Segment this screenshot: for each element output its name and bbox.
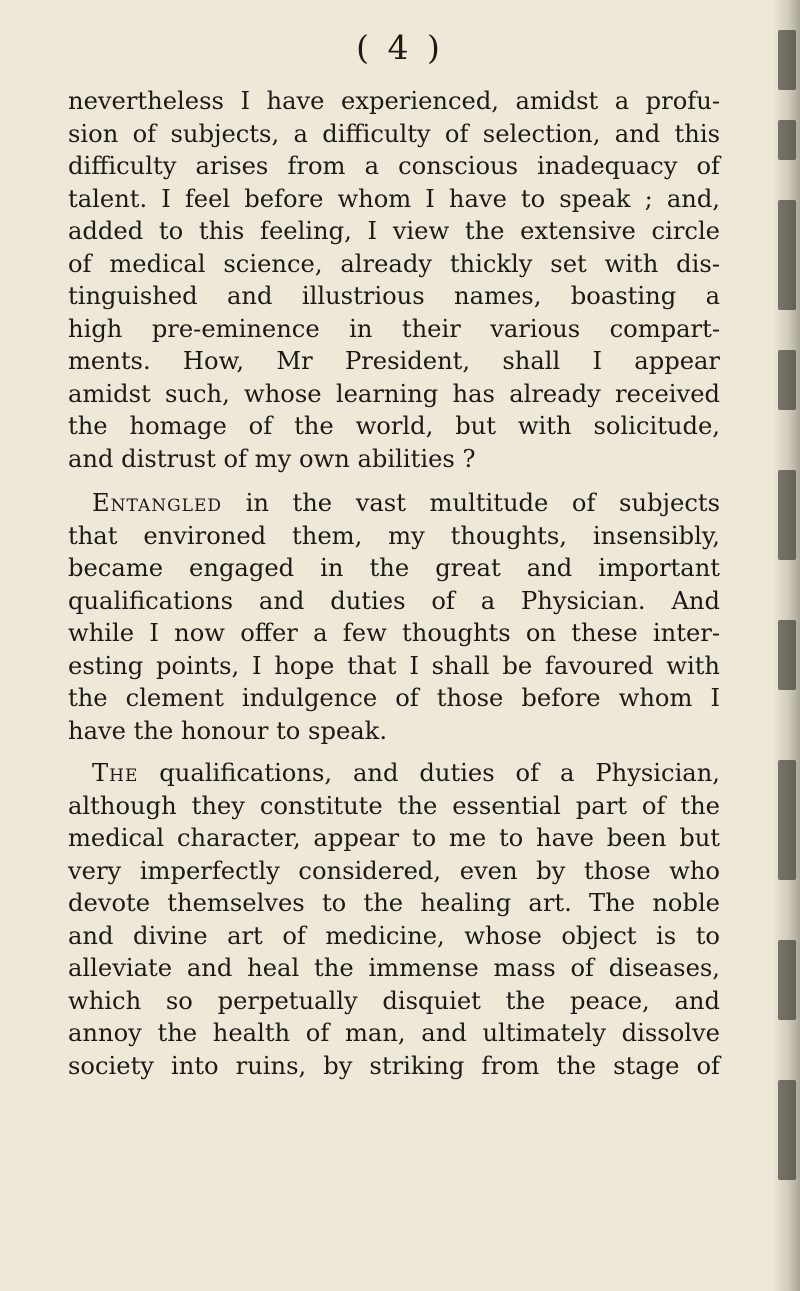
text-line: ments. How, Mr President, shall I appear	[68, 347, 720, 375]
text-line: talent. I feel before whom I have to speak ; and,	[68, 184, 720, 213]
text-line: and distrust of my own abilities ?	[68, 444, 476, 473]
edge-mark	[778, 200, 796, 310]
text-line: and divine art of medicine, whose object is to	[68, 921, 720, 950]
text-line: tinguished and illustrious names, boasting a	[68, 282, 720, 310]
text-line: devote themselves to the healing art. The noble	[68, 889, 720, 917]
text-line: high pre-eminence in their various compart-	[68, 314, 720, 343]
page-edge-shadow	[772, 0, 800, 1291]
page-number: ( 4 )	[356, 28, 444, 67]
text-line: society into ruins, by striking from the stage of	[68, 1051, 720, 1080]
text-line: the clement indulgence of those before whom I	[68, 684, 720, 712]
text-line: annoy the health of man, and ultimately dissolve	[68, 1019, 720, 1047]
first-line-rest: in the vast multitude of subjects	[222, 489, 720, 517]
text-line: the homage of the world, but with solicitude,	[68, 412, 720, 440]
lead-word: Entangled	[92, 489, 223, 517]
text-line: became engaged in the great and important	[68, 554, 720, 582]
text-line: nevertheless I have experienced, amidst a profu-	[68, 87, 720, 115]
lead-word: The	[92, 759, 139, 787]
edge-mark	[778, 620, 796, 690]
edge-mark	[778, 940, 796, 1020]
text-line: sion of subjects, a difficulty of selection, and this	[68, 119, 720, 148]
text-line: that environed them, my thoughts, insensibly,	[68, 521, 720, 550]
paragraph-3	[68, 757, 720, 1082]
text-line: very imperfectly considered, even by those who	[68, 856, 720, 885]
text-line: although they constitute the essential part of the	[68, 791, 720, 820]
text-line: have the honour to speak.	[68, 716, 388, 745]
text-line-first	[68, 487, 720, 520]
edge-mark	[778, 760, 796, 880]
text-line: while I now offer a few thoughts on these inter-	[68, 619, 720, 647]
text-line: difficulty arises from a conscious inadequacy of	[68, 152, 720, 180]
text-line: amidst such, whose learning has already received	[68, 379, 720, 408]
paragraph-2	[68, 487, 720, 747]
edge-mark	[778, 350, 796, 410]
edge-mark	[778, 1080, 796, 1180]
text-line: qualifications and duties of a Physician. And	[68, 586, 720, 615]
text-line: of medical science, already thickly set with dis-	[68, 249, 720, 278]
edge-mark	[778, 470, 796, 560]
paragraph-1	[68, 85, 720, 475]
edge-mark	[778, 120, 796, 160]
text-line: added to this feeling, I view the extensive circle	[68, 217, 720, 245]
text-line: esting points, I hope that I shall be favoured with	[68, 651, 720, 680]
text-line: alleviate and heal the immense mass of diseases,	[68, 954, 720, 982]
text-line: which so perpetually disquiet the peace, and	[68, 986, 720, 1015]
text-line-first	[68, 757, 720, 790]
text-line: medical character, appear to me to have been but	[68, 824, 720, 852]
first-line-rest: qualifications, and duties of a Physician,	[138, 759, 720, 787]
